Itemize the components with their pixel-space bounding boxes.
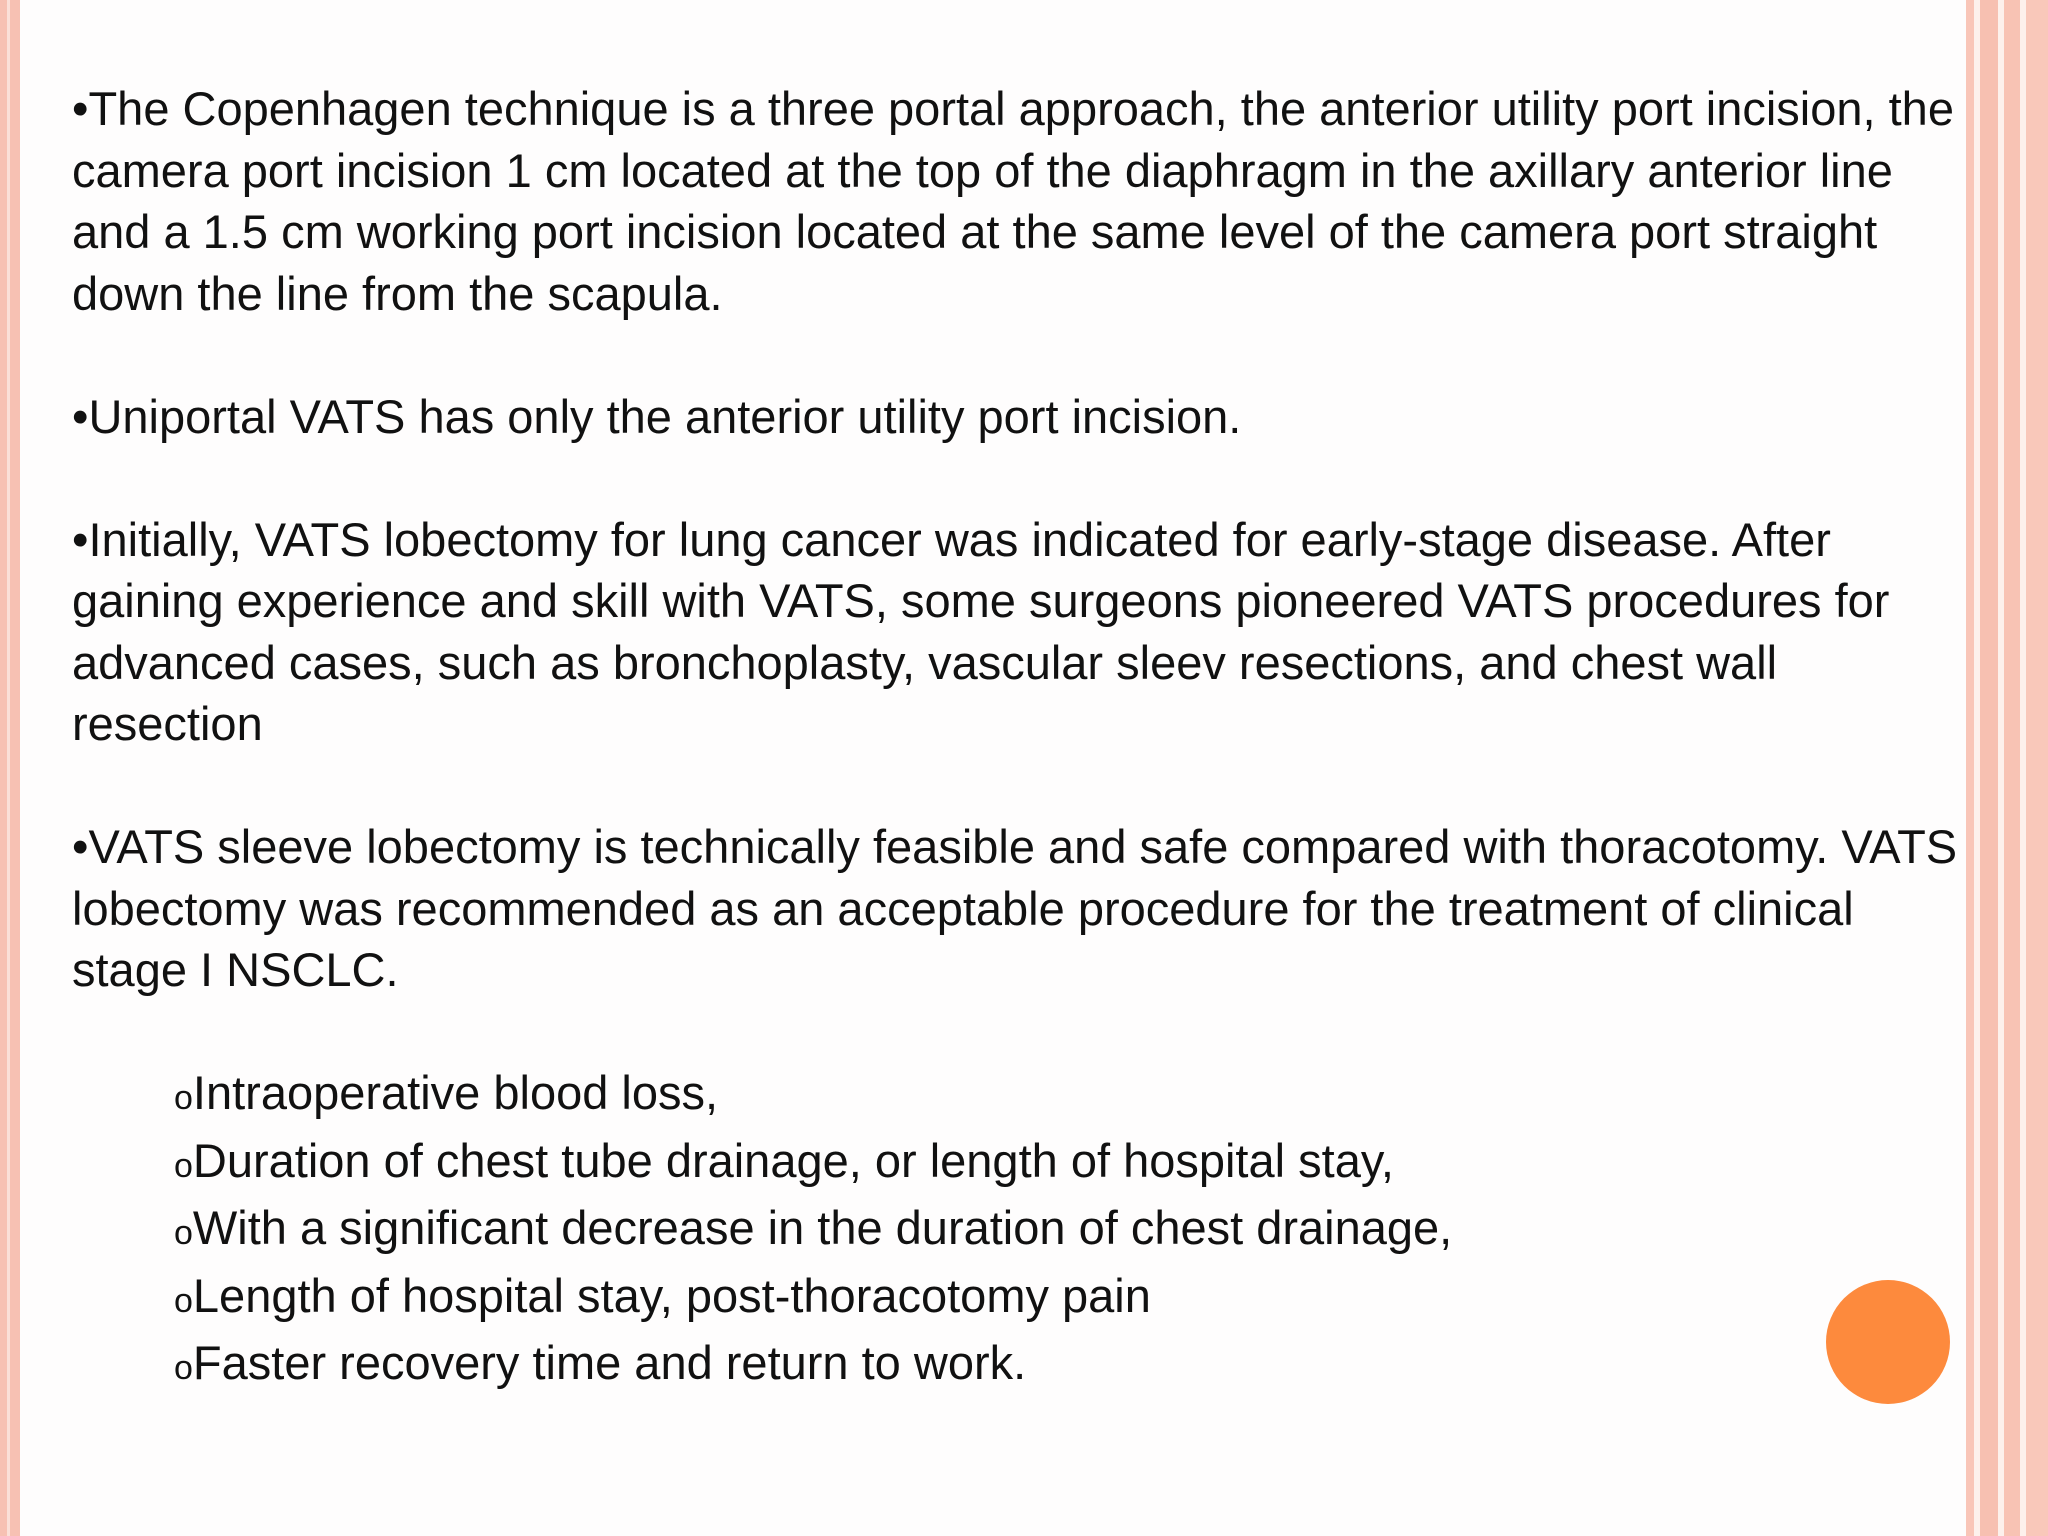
bullet-marker: • (72, 82, 89, 135)
list-item (174, 1130, 1962, 1198)
list-item-text: With a significant decrease in the duration of chest drainage, (192, 1201, 1453, 1254)
bullet-marker: • (72, 820, 89, 873)
circle-bullet-icon: o (174, 1079, 193, 1117)
paragraph-text: Uniportal VATS has only the anterior utility port incision. (88, 389, 1242, 443)
bullet-paragraph (72, 509, 1962, 755)
list-item (174, 1265, 1962, 1333)
paragraph-text: Initially, VATS lobectomy for lung cancer was indicated for early-stage disease. After gaining experience and skill with VATS, some surgeons pioneered VATS procedures for advanced cases, such as bronchoplasty, vascular sleev resections, and chest wall resection (72, 512, 1890, 750)
sub-bullet-list (72, 1062, 1962, 1400)
bullet-paragraph (72, 816, 1962, 1001)
orange-circle-decoration (1826, 1280, 1950, 1404)
bullet-paragraph (72, 386, 1962, 448)
circle-bullet-icon: o (174, 1349, 193, 1387)
right-decorative-border (1966, 0, 2048, 1536)
list-item (174, 1197, 1962, 1265)
bullet-paragraph (72, 78, 1962, 324)
list-item (174, 1062, 1962, 1130)
paragraph-text: The Copenhagen technique is a three portal approach, the anterior utility port incision, the camera port incision 1 cm located at the top of the diaphragm in the axillary anterior line and a 1.5 cm working port incision located at the same level of the camera port straight down the line from the scapula. (72, 82, 1954, 320)
circle-bullet-icon: o (174, 1146, 193, 1185)
bullet-marker: • (72, 512, 89, 566)
list-item (174, 1332, 1962, 1400)
paragraph-text: VATS sleeve lobectomy is technically feasible and safe compared with thoracotomy. VATS lobectomy was recommended as an acceptable procedure for the treatment of clinical stage I NSCLC. (72, 820, 1958, 996)
list-item-text: Duration of chest tube drainage, or length of hospital stay, (192, 1133, 1394, 1187)
circle-bullet-icon: o (174, 1214, 193, 1252)
slide-body (72, 78, 1962, 1400)
left-decorative-border (0, 0, 20, 1536)
bullet-marker: • (72, 389, 89, 443)
list-item-text: Intraoperative blood loss, (192, 1066, 719, 1119)
circle-bullet-icon: o (174, 1281, 193, 1320)
list-item-text: Length of hospital stay, post-thoracotomy pain (192, 1268, 1151, 1322)
list-item-text: Faster recovery time and return to work. (192, 1336, 1027, 1389)
